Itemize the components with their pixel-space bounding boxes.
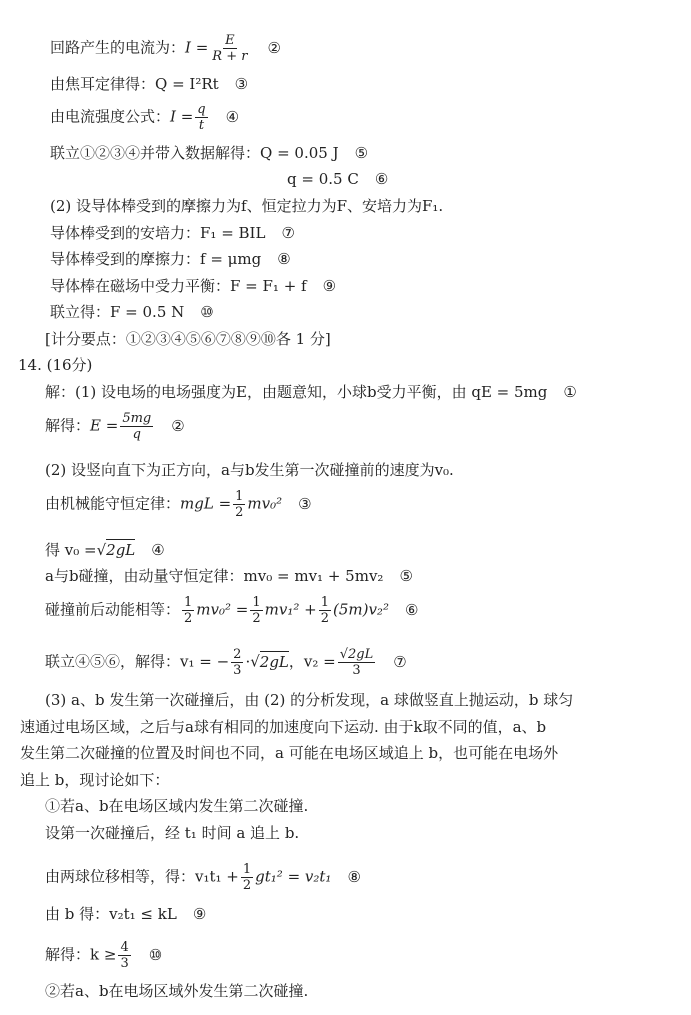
text-segment: 由焦耳定律得：Q = I²Rt [50, 75, 219, 93]
expression: gt₁² = v₂t₁ [255, 867, 332, 886]
fraction [210, 34, 249, 63]
numerator: q [197, 102, 206, 117]
fraction [195, 103, 207, 132]
text-segment: [计分要点：①②③④⑤⑥⑦⑧⑨⑩各 1 分] [45, 330, 331, 348]
text-segment: 由电流强度公式： [50, 107, 171, 126]
expression: mv₀² [247, 494, 283, 513]
line-23 [20, 746, 558, 761]
text-segment: 得 v₀ = [45, 541, 97, 559]
fraction [233, 490, 245, 519]
line-24 [20, 773, 169, 788]
denominator: R + r [212, 49, 248, 64]
paragraph-line: 发生第二次碰撞的位置及时间也不同，a 可能在电场区域追上 b，也可能在电场外 [20, 744, 559, 762]
text-segment: 回路产生的电流为： [50, 38, 186, 57]
numerator: 1 [184, 595, 193, 610]
line-26 [45, 826, 299, 841]
text-segment: (2) 设竖向直下为正方向，a与b发生第一次碰撞前的速度为v₀. [45, 461, 454, 479]
expression: I = [170, 107, 194, 126]
line-3 [50, 103, 239, 132]
line-19 [45, 596, 418, 625]
paragraph-line: 追上 b，现讨论如下： [20, 771, 170, 789]
text-segment: 导体棒受到的安培力：F₁ = BIL [50, 224, 266, 242]
numerator: E [225, 33, 235, 48]
sqrt-radicand: 2gL [106, 541, 136, 559]
equation-number: ⑧ [347, 867, 361, 886]
equation-number: ① [563, 383, 577, 401]
equation-number: ④ [225, 107, 240, 126]
line-27 [45, 863, 361, 892]
fraction [250, 596, 262, 625]
text-segment: 导体棒在磁场中受力平衡：F = F₁ + f [50, 277, 307, 295]
line-28 [45, 907, 206, 922]
line-4 [50, 146, 368, 161]
text-segment: 由两球位移相等，得：v₁t₁ + [45, 867, 239, 886]
equation-number: ⑥ [374, 170, 389, 188]
fraction [120, 412, 153, 441]
line-14 [45, 412, 185, 441]
numerator: 2 [233, 647, 242, 662]
question-number: 14. (16分) [18, 356, 93, 374]
numerator: √2gL [339, 647, 374, 662]
numerator: 1 [242, 862, 252, 877]
expression: E = [90, 416, 119, 435]
text-segment: 由机械能守恒定律： [45, 494, 181, 513]
line-7 [50, 226, 295, 241]
equation-number: ③ [298, 494, 312, 513]
fraction [182, 596, 194, 625]
line-9 [50, 279, 336, 294]
denominator: 2 [252, 611, 261, 626]
fraction [319, 596, 331, 625]
denominator: 2 [235, 505, 244, 520]
denominator: t [198, 118, 205, 133]
line-18 [45, 569, 413, 584]
equation-number: ⑩ [148, 945, 163, 964]
line-16 [45, 490, 312, 519]
text-segment: ，v₂ = [288, 652, 336, 671]
equation-number: ④ [151, 541, 165, 559]
denominator: q [132, 427, 141, 442]
line-2 [50, 77, 248, 92]
line-5 [287, 172, 388, 187]
expression: mgL = [180, 494, 232, 513]
numerator: 1 [235, 489, 244, 504]
text-segment: 解得：k ≥ [45, 945, 117, 964]
equation-number: ⑤ [399, 567, 413, 585]
denominator: 2 [184, 611, 193, 626]
line-30 [45, 984, 308, 999]
line-25 [45, 799, 308, 814]
line-20: 联立④⑤⑥，解得：v₁ = − $\frac{2}{3}$ ·√2gL，v₂ = $\frac{√2gL}{3}$ ⑦ [45, 647, 407, 678]
expression: I = [185, 38, 209, 57]
text-segment: (2) 设导体棒受到的摩擦力为f、恒定拉力为F、安培力为F₁. [50, 197, 444, 215]
equation-number: ⑥ [404, 600, 419, 619]
equation-number: ⑨ [322, 277, 337, 295]
line-29 [45, 941, 162, 970]
expression: mv₁² + [264, 600, 317, 619]
text-segment: 碰撞前后动能相等： [45, 600, 181, 619]
sqrt-radicand: 2gL [259, 652, 289, 671]
line-1 [50, 34, 281, 63]
paragraph-line: ①若a、b在电场区域内发生第二次碰撞. [45, 797, 309, 815]
equation-number: ② [171, 416, 185, 435]
denominator: 3 [352, 663, 361, 678]
text-segment: 解得： [45, 416, 91, 435]
line-11 [45, 332, 331, 347]
line-12 [18, 358, 92, 373]
denominator: 2 [320, 611, 329, 626]
equation-number: ③ [234, 75, 249, 93]
equation-number: ⑧ [277, 250, 291, 268]
text-segment: q = 0.5 C [287, 170, 359, 188]
paragraph-line: (3) a、b 发生第一次碰撞后，由 (2) 的分析发现，a 球做竖直上抛运动，b 球匀 [45, 691, 574, 709]
numerator: 1 [252, 595, 261, 610]
numerator: 5mg [122, 411, 152, 426]
text-segment: 由 b 得：v₂t₁ ≤ kL [45, 905, 177, 923]
text-segment: 联立①②③④并带入数据解得：Q = 0.05 J [50, 144, 339, 162]
paragraph-line: 设第一次碰撞后，经 t₁ 时间 a 追上 b. [45, 824, 300, 842]
fraction [338, 648, 376, 677]
paragraph-line: ②若a、b在电场区域外发生第二次碰撞. [45, 982, 309, 1000]
expression: mv₀² = [196, 600, 249, 619]
equation-number: ⑤ [354, 144, 369, 162]
line-8 [50, 252, 291, 267]
fraction [231, 648, 243, 677]
text-segment: a与b碰撞，由动量守恒定律：mv₀ = mv₁ + 5mv₂ [45, 567, 384, 585]
numerator: 4 [120, 940, 129, 955]
line-6 [50, 199, 443, 214]
line-17: 得 v₀ =√2gL ④ [45, 541, 165, 559]
text-segment: 联立得：F = 0.5 N [50, 303, 185, 321]
equation-number: ② [267, 38, 281, 57]
denominator: 2 [242, 878, 252, 893]
equation-number: ⑨ [192, 905, 207, 923]
line-21 [45, 693, 573, 708]
line-22 [20, 720, 546, 735]
text-segment: 解：(1) 设电场的电场强度为E，由题意知，小球b受力平衡，由 qE = 5mg [45, 383, 548, 401]
numerator: 1 [320, 595, 329, 610]
text-segment: 联立④⑤⑥，解得：v₁ = − [45, 652, 230, 671]
denominator: 3 [233, 663, 242, 678]
paragraph-line: 速通过电场区域，之后与a球有相同的加速度向下运动. 由于k取不同的值，a、b [20, 718, 547, 736]
denominator: 3 [120, 956, 129, 971]
equation-number: ⑦ [393, 652, 407, 671]
fraction [241, 863, 253, 892]
text-segment: 导体棒受到的摩擦力：f = μmg [50, 250, 262, 268]
line-15 [45, 463, 454, 478]
expression: (5m)v₂² [332, 600, 389, 619]
equation-number: ⑦ [281, 224, 295, 242]
equation-number: ⑩ [200, 303, 214, 321]
line-13 [45, 385, 577, 400]
line-10 [50, 305, 214, 320]
fraction [118, 941, 130, 970]
